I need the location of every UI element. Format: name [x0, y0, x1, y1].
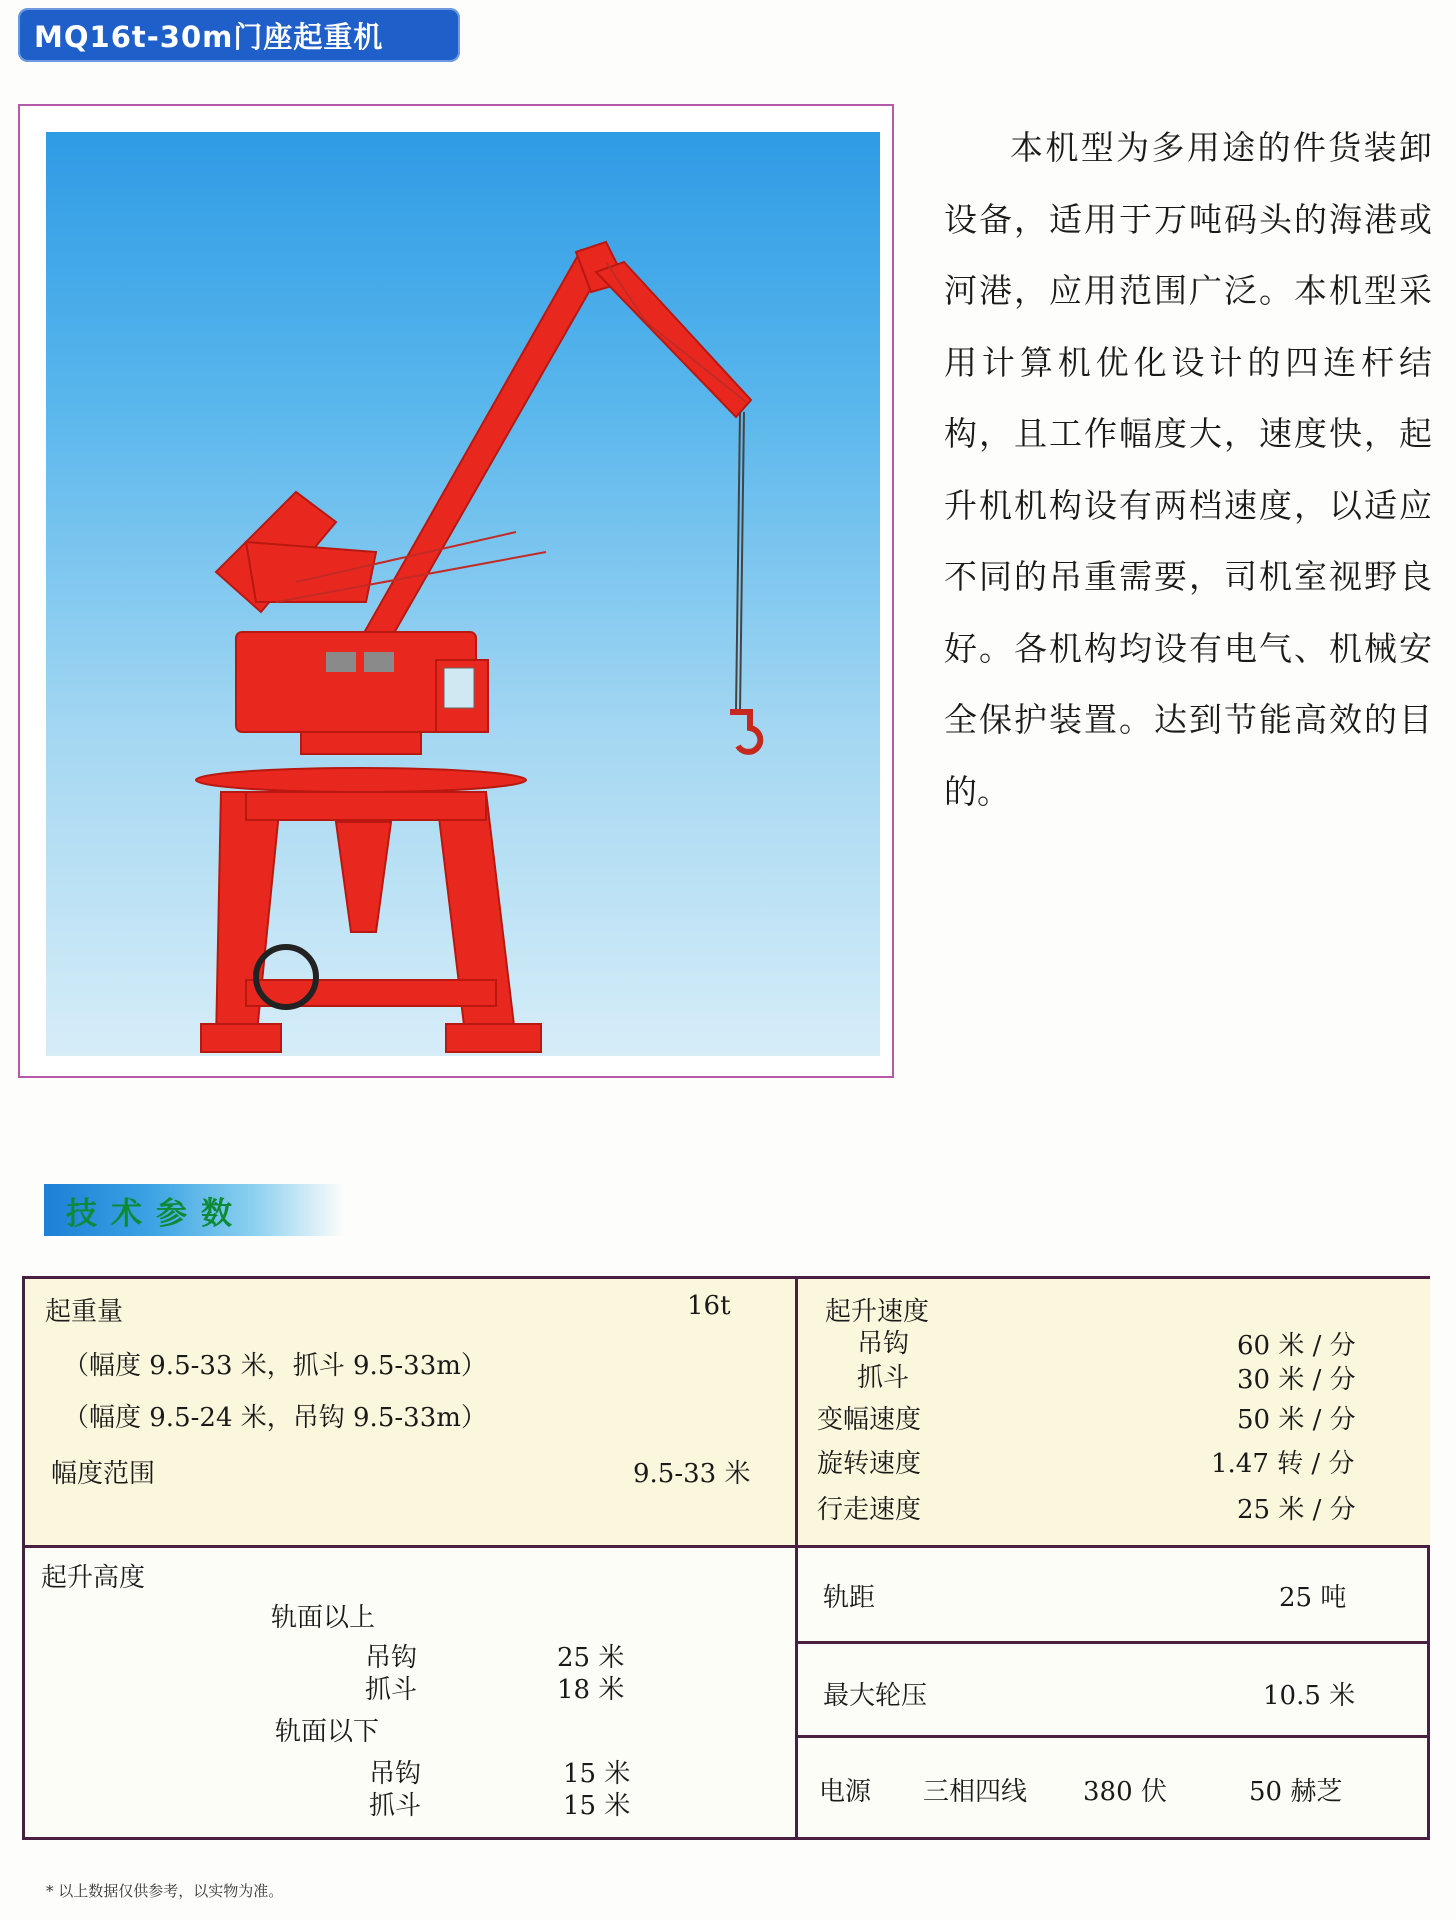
below-hook-label: 吊钩: [369, 1759, 422, 1789]
divider-right-1: [798, 1641, 1427, 1644]
divider-right-2: [798, 1735, 1427, 1738]
gauge-value: 25 吨: [1279, 1583, 1347, 1613]
hook-speed-label: 吊钩: [857, 1329, 910, 1359]
power-frequency: 50 赫芝: [1249, 1777, 1343, 1807]
page-title: MQ16t-30m门座起重机: [18, 8, 460, 62]
below-rail-label: 轨面以下: [275, 1717, 380, 1747]
travel-speed-label: 行走速度: [817, 1495, 922, 1525]
hoist-speed-label: 起升速度: [825, 1297, 930, 1327]
hook-speed-value: 60 米 / 分: [1237, 1331, 1356, 1361]
below-hook-value: 15 米: [563, 1759, 631, 1789]
capacity-value: 16t: [687, 1291, 731, 1321]
power-phase: 三相四线: [923, 1777, 1028, 1807]
lift-height-label: 起升高度: [41, 1563, 146, 1593]
footnote: * 以上数据仅供参考，以实物为准。: [46, 1882, 284, 1900]
capacity-label: 起重量: [45, 1297, 124, 1327]
params-table: [22, 1276, 1430, 1840]
params-heading: 技术参数: [44, 1184, 344, 1236]
range-value: 9.5-33 米: [633, 1459, 751, 1489]
portal-crane-illustration: [46, 132, 880, 1056]
slewing-speed-value: 1.47 转 / 分: [1211, 1449, 1355, 1479]
above-grab-label: 抓斗: [365, 1675, 418, 1705]
description-paragraph: 本机型为多用途的件货装卸设备，适用于万吨码头的海港或河港，应用范围广泛。本机型采用计算机优化设计的四连杆结构，且工作幅度大，速度快，起升机机构设有两档速度，以适应不同的吊重需要，司机室视野良好。各机构均设有电气、机械安全保护装置。达到节能高效的目的。: [944, 128, 1432, 811]
capacity-note-2: （幅度 9.5-24 米，吊钩 9.5-33m）: [63, 1403, 487, 1433]
above-grab-value: 18 米: [557, 1675, 625, 1705]
wheel-load-value: 10.5 米: [1263, 1681, 1356, 1711]
product-description: [944, 112, 1432, 827]
grab-speed-label: 抓斗: [857, 1363, 910, 1393]
range-label: 幅度范围: [51, 1459, 156, 1489]
below-grab-value: 15 米: [563, 1791, 631, 1821]
gauge-label: 轨距: [823, 1583, 876, 1613]
crane-photo: [46, 132, 880, 1056]
divider-horizontal: [25, 1545, 1427, 1548]
wheel-load-label: 最大轮压: [823, 1681, 928, 1711]
capacity-note-1: （幅度 9.5-33 米，抓斗 9.5-33m）: [63, 1351, 487, 1381]
product-photo-frame: [18, 104, 894, 1078]
below-grab-label: 抓斗: [369, 1791, 422, 1821]
above-hook-value: 25 米: [557, 1643, 625, 1673]
above-rail-label: 轨面以上: [271, 1603, 376, 1633]
slewing-speed-label: 旋转速度: [817, 1449, 922, 1479]
luffing-speed-label: 变幅速度: [817, 1405, 922, 1435]
grab-speed-value: 30 米 / 分: [1237, 1365, 1356, 1395]
above-hook-label: 吊钩: [365, 1643, 418, 1673]
power-voltage: 380 伏: [1083, 1777, 1167, 1807]
luffing-speed-value: 50 米 / 分: [1237, 1405, 1356, 1435]
divider-vertical: [795, 1279, 798, 1837]
power-label: 电源: [819, 1777, 872, 1807]
travel-speed-value: 25 米 / 分: [1237, 1495, 1356, 1525]
